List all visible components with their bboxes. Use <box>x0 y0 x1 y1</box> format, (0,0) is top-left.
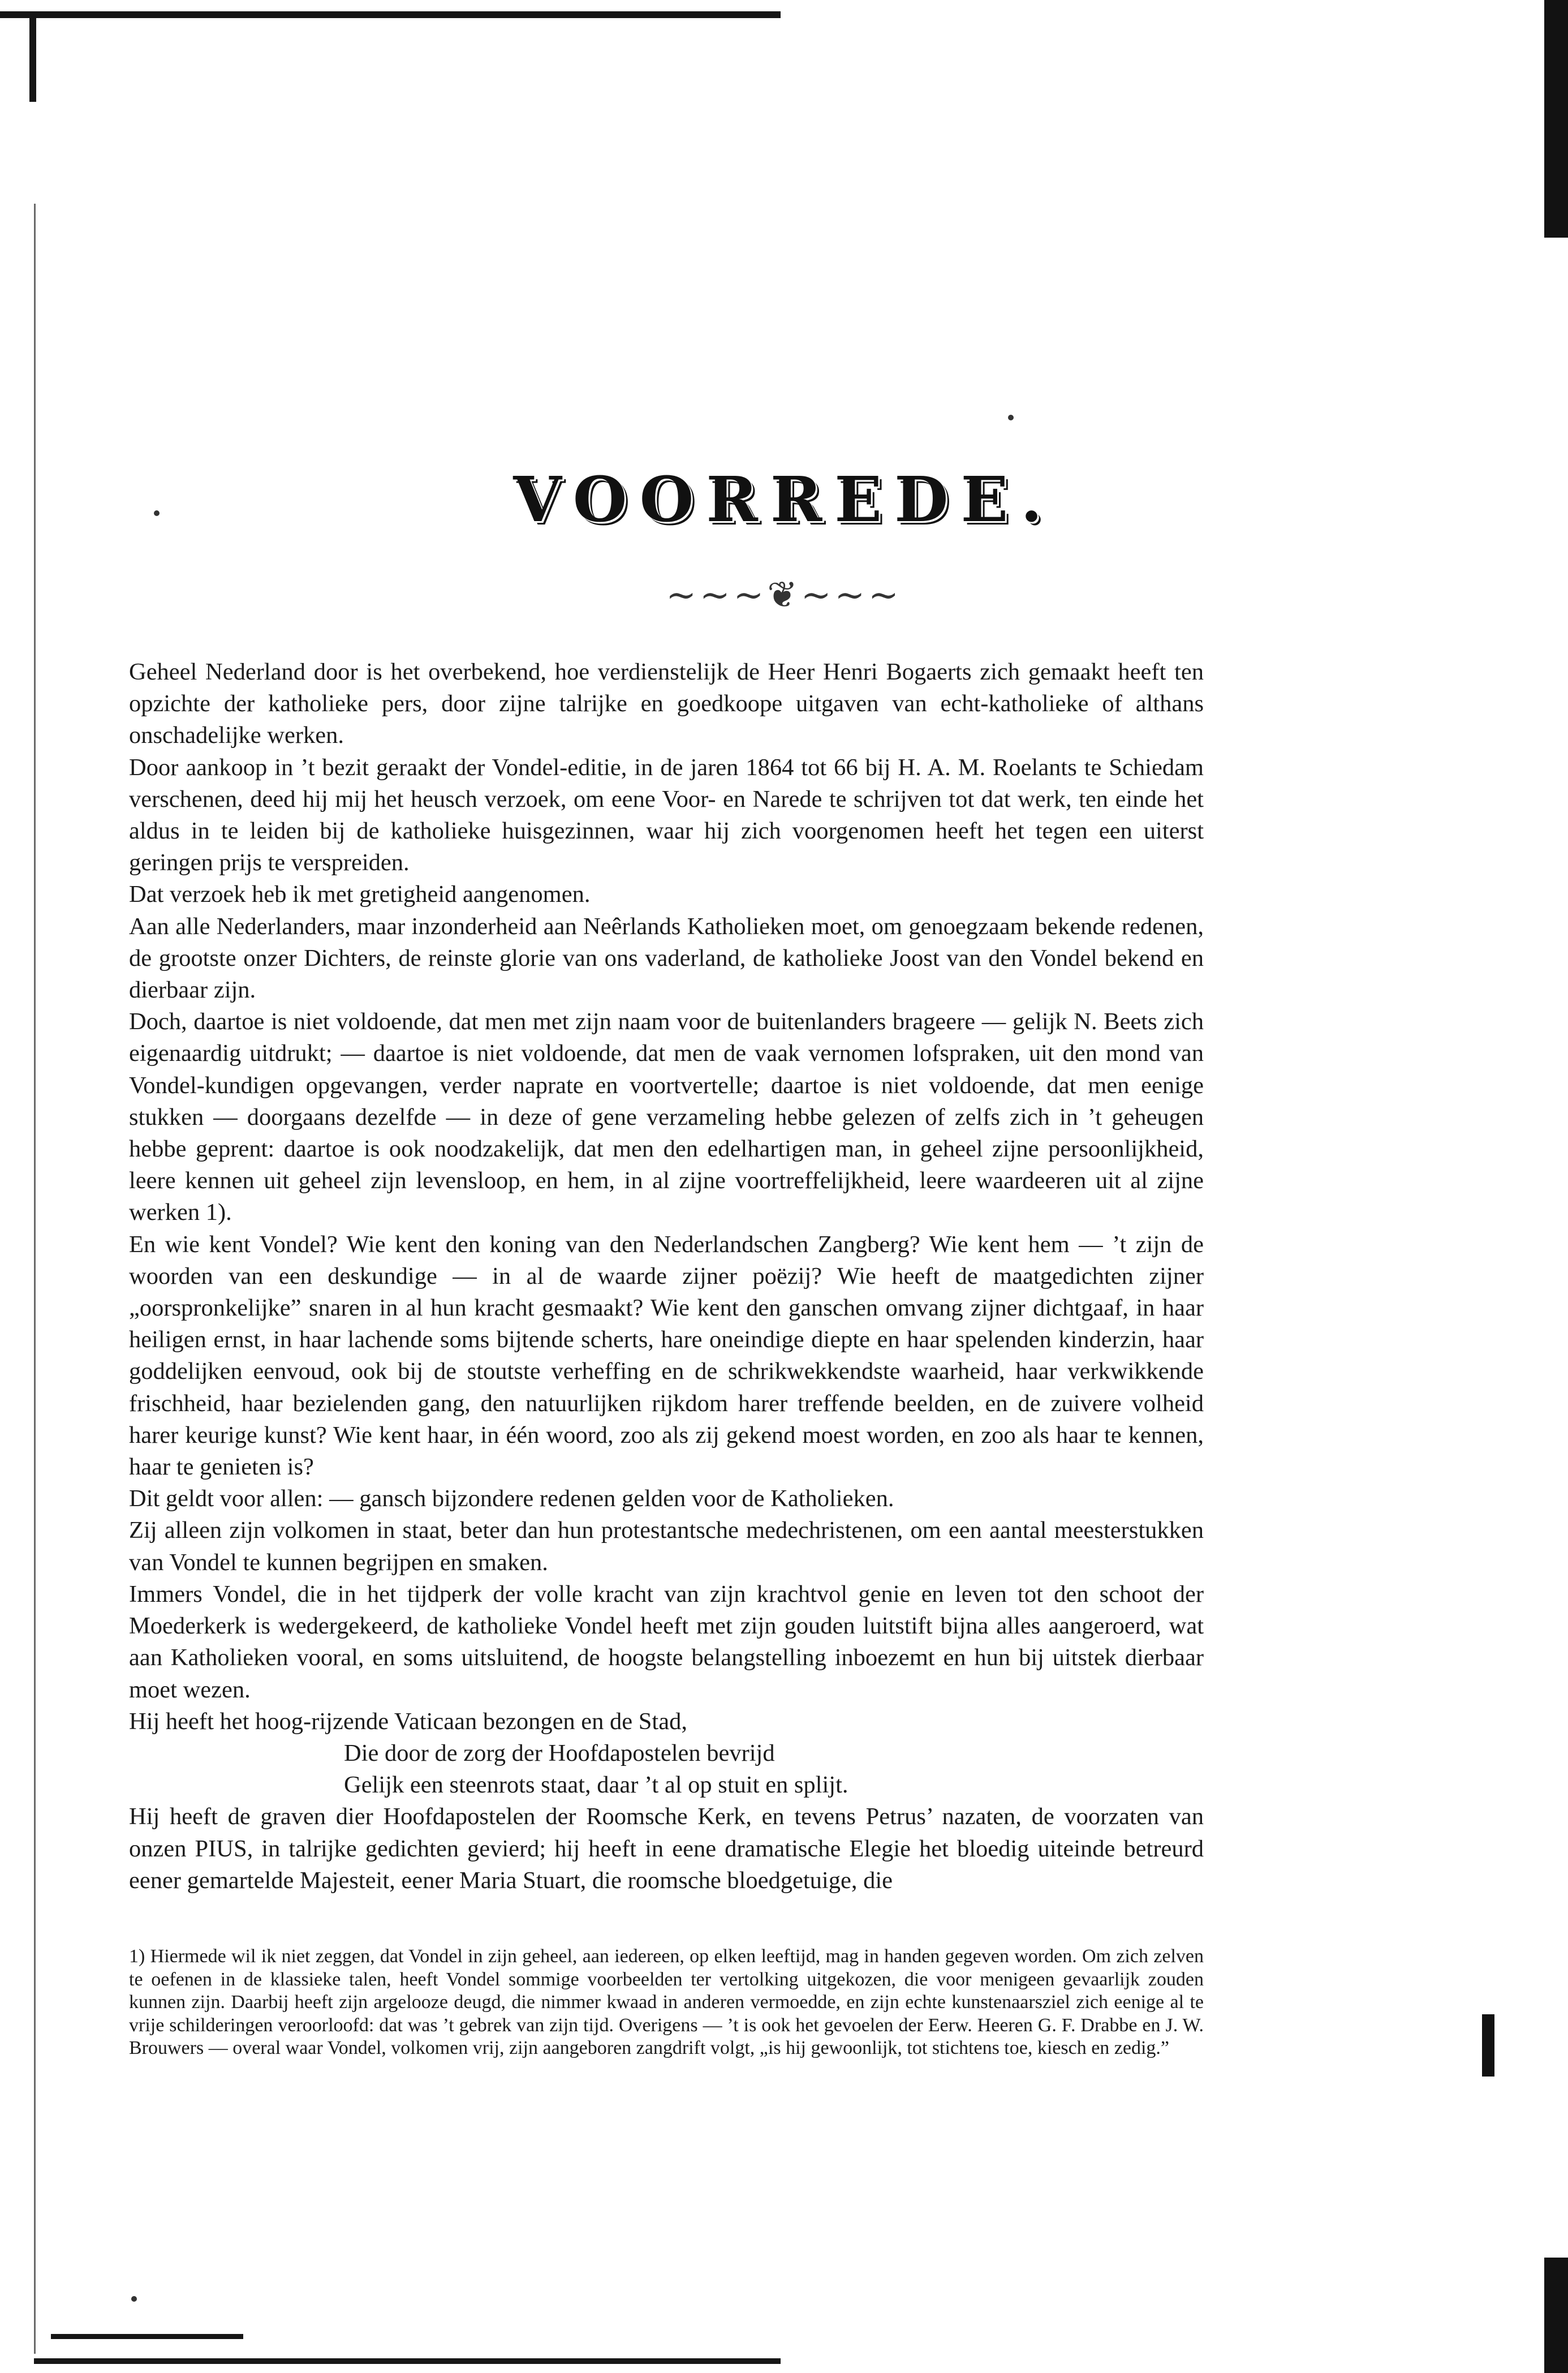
footnote-text: 1) Hiermede wil ik niet zeggen, dat Vondel in zijn geheel, aan iedereen, op elken leeftijd, mag in handen gegeven worden. Om zich zelven te oefenen in de klassieke talen, heeft Vondel sommige voorbeelden ter vertolking uitgekozen, die voor menigeen gevaarlijk zouden kunnen zijn. Daarbij heeft zijn argelooze deugd, die nimmer kwaad in anderen vermoedde, en zijn echte kunstenaarsziel zich eenige al te vrije schilderingen veroorloofd: dat was ’t gebrek van zijn tijd. Overigens — ’t is ook het gevoelen der Eerw. Heeren G. F. Drabbe en J. W. Brouwers — overal waar Vondel, volkomen vrij, zijn aangeboren zangdrift volgt, „is hij gewoonlijk, tot stichtens toe, kiesch en zedig.” <box>129 1946 1204 2058</box>
scan-border-right-mark <box>1482 2014 1494 2077</box>
paragraph: En wie kent Vondel? Wie kent den koning van den Nederlandschen Zangberg? Wie kent hem — ’t zijn de woorden van een deskundige — in al de waarde zijner poëzij? Wie heeft de maatgedichten zijner „oorspronkelijke” snaren in al hun kracht gesmaakt? Wie kent den ganschen omvang zijner dichtgaaf, in haar heiligen ernst, in haar lachende soms bijtende scherts, hare oneindige diepte en haar spelenden kinderzin, haar goddelijken eenvoud, ook bij de stoutste verheffing en de schrikwekkendste waarheid, haar verkwikkende frischheid, haar bezielenden gang, den natuurlijken rijkdom harer treffende beelden, en de zuivere volheid harer keurige kunst? Wie kent haar, in één woord, zoo als zij gekend moest worden, en zoo als haar te kennen, haar te genieten is? <box>129 1231 1204 1481</box>
paragraph: Geheel Nederland door is het overbekend, hoe verdienstelijk de Heer Henri Bogaerts zich gemaakt heeft ten opzichte der katholieke pers, door zijne talrijke en goedkoope uitgaven van echt-katholieke of althans onschadelijke werken. <box>129 659 1204 749</box>
paragraph: Dit geldt voor allen: — gansch bijzondere redenen gelden voor de Katholieken. <box>129 1485 894 1512</box>
speck <box>131 2296 137 2302</box>
page-title: VOORREDE. <box>513 463 1055 536</box>
scan-border-right-top <box>1544 0 1568 238</box>
scan-border-bottom-short <box>51 2334 243 2339</box>
paragraph: Hij heeft het hoog-rijzende Vaticaan bezongen en de Stad, <box>129 1708 687 1735</box>
verse-line: Gelijk een steenrots staat, daar ’t al op stuit en splijt. <box>344 1772 848 1799</box>
paragraph: Immers Vondel, die in het tijdperk der volle kracht van zijn krachtvol genie en leven tot den schoot der Moederkerk is wedergekeerd, de katholieke Vondel heeft met zijn gouden luitstift bijna alles aangeroerd, wat aan Katholieken vooral, en soms uitsluitend, de hoogste belangstelling inboezemt en hun bij uitstek dierbaar moet wezen. <box>129 1580 1204 1703</box>
paragraph: Dat verzoek heb ik met gretigheid aangenomen. <box>129 881 591 908</box>
scan-border-right-bottom <box>1544 2258 1568 2373</box>
scan-border-corner <box>29 11 36 102</box>
scan-border-bottom <box>34 2358 781 2364</box>
scan-border-top <box>0 11 781 18</box>
paragraph: Aan alle Nederlanders, maar inzonderheid aan Neêrlands Katholieken moet, om genoegzaam bekende redenen, de grootste onzer Dichters, de reinste glorie van ons vaderland, de katholieke Joost van den Vondel bekend en dierbaar zijn. <box>129 913 1204 1004</box>
paragraph: Hij heeft de graven dier Hoofdapostelen der Roomsche Kerk, en tevens Petrus’ nazaten, de voorzaten van onzen PIUS, in talrijke gedichten gevierd; hij heeft in eene dramatische Elegie het bloedig uiteinde betreurd eener gemartelde Majesteit, eener Maria Stuart, die roomsche bloedgetuige, die <box>129 1803 1204 1894</box>
body-text <box>129 656 1204 1897</box>
paragraph: Zij alleen zijn volkomen in staat, beter dan hun protestantsche medechristenen, om een aantal meesterstukken van Vondel te kunnen begrijpen en smaken. <box>129 1517 1204 1576</box>
verse-line: Die door de zorg der Hoofdapostelen bevrijd <box>344 1739 775 1766</box>
title-ornament: ~~~❦~~~ <box>666 574 902 616</box>
paragraph: Doch, daartoe is niet voldoende, dat men met zijn naam voor de buitenlanders brageere — gelijk N. Beets zich eigenaardig uitdrukt; — daartoe is niet voldoende, dat men de vaak vernomen lofspraken, uit den mond van Vondel-kundigen opgevangen, verder naprate en voortvertelle; daartoe is niet voldoende, dat men eenige stukken — doorgaans dezelfde — in deze of gene verzameling hebbe gelezen of zelfs zich in ’t geheugen hebbe geprent: daartoe is ook noodzakelijk, dat men den edelhartigen man, in geheel zijne persoonlijkheid, leere kennen uit geheel zijn levensloop, en hem, in al zijne voortreffelijkheid, leere waardeeren uit al zijne werken 1). <box>129 1008 1204 1226</box>
speck <box>1008 415 1014 420</box>
footnote <box>129 1945 1204 2060</box>
paragraph: Door aankoop in ’t bezit geraakt der Vondel-editie, in de jaren 1864 tot 66 bij H. A. M. Roelants te Schiedam verschenen, deed hij mij het heusch verzoek, om eene Voor- en Narede te schrijven tot dat werk, ten einde het aldus in te leiden bij de katholieke huisgezinnen, waar hij zich voorgenomen heeft het tegen een uiterst geringen prijs te verspreiden. <box>129 754 1204 876</box>
